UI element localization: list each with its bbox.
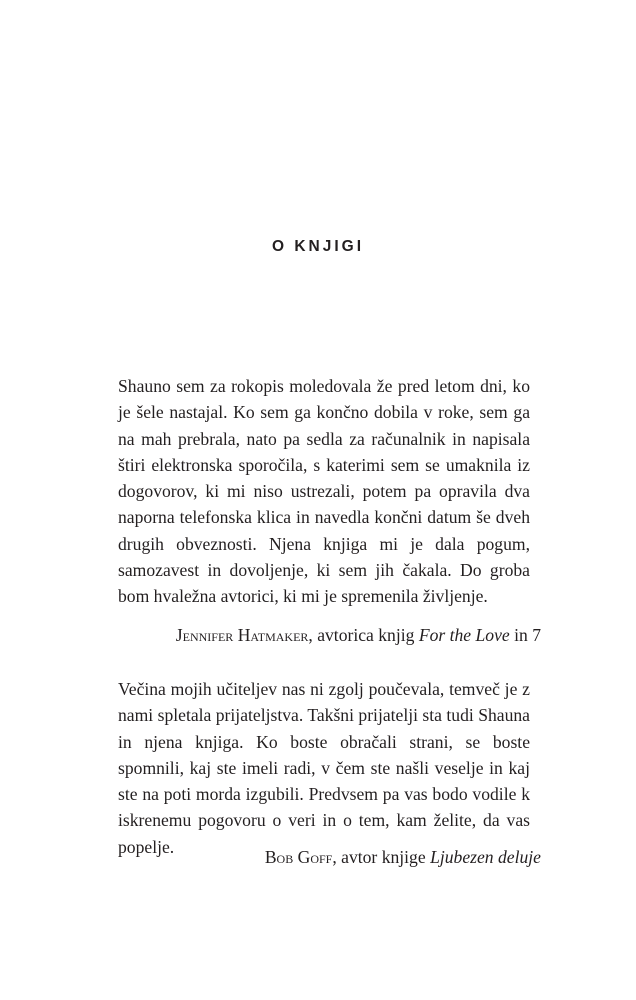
author-name: Jennifer Hatmaker: [175, 625, 309, 645]
quote-text: Shauno sem za rokopis moledovala že pred letom dni, ko je šele nastajal. Ko sem ga končno dobila v roke, sem ga na mah prebrala, nato pa sedla za računalnik in napisala štiri elektronska sporočila, s katerimi sem se umaknila iz dogovorov, ki mi niso ustrezali, potem pa opravila dva naporna telefonska klica in navedla končni datum še dveh drugih obveznosti. Njena knjiga mi je dala pogum, samozavest in dovoljenje, ki sem jih čakala. Do groba bom hvaležna avtorici, ki mi je spremenila življenje.: [118, 376, 530, 607]
book-title-extra: in 7: [509, 625, 541, 645]
book-title: For the Love: [418, 625, 510, 645]
quote-text: Večina mojih učiteljev nas ni zgolj poučevala, temveč je z nami spletala prijateljstva. Takšni prijatelji sta tudi Shauna in njena knjiga. Ko boste obračali strani, se boste spomnili, kaj ste imeli radi, v čem ste našli veselje in kaj ste na poti morda izgubili. Predvsem pa vas bodo vodile k iskrenemu pogovoru o veri in o tem, kam želite, da vas popelje.: [118, 679, 530, 857]
endorsement-attribution-2: [265, 844, 541, 870]
page-heading: O KNJIGI: [271, 238, 365, 255]
endorsement-quote-1: [118, 373, 530, 610]
author-name: Bob Goff: [264, 847, 333, 867]
book-title: Ljubezen deluje: [430, 847, 541, 867]
author-role: , avtorica knjig: [308, 625, 419, 645]
author-role: , avtor knjige: [332, 847, 431, 867]
endorsement-quote-2: [118, 676, 530, 860]
endorsement-attribution-1: [176, 622, 541, 648]
